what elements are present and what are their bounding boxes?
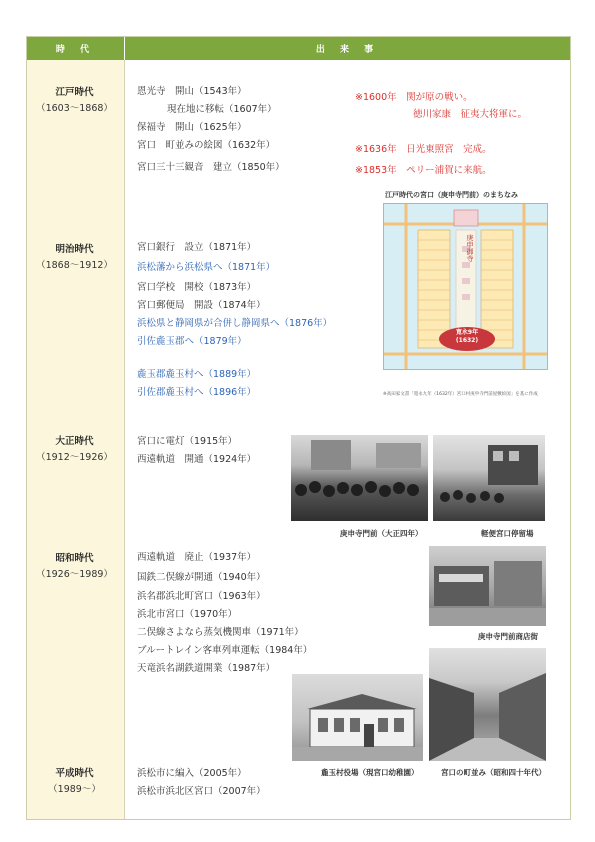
era-years: （1868～1912） xyxy=(36,260,113,271)
map-caption: 江戸時代の宮口（庚申寺門前）のまちなみ xyxy=(385,191,518,199)
event-item: 宮口三十三観音 建立（1850年） xyxy=(137,162,285,173)
era-name: 江戸時代 xyxy=(55,87,94,98)
town-map xyxy=(383,203,548,370)
era-name: 昭和時代 xyxy=(55,553,94,564)
era-name: 大正時代 xyxy=(55,436,94,447)
crowd-illustration xyxy=(291,435,428,521)
map-temple-label: 庚申御寺 xyxy=(466,234,474,262)
photo-caption: 庚申寺門前商店街 xyxy=(478,632,538,641)
event-item: 宮口郵便局 開設（1874年） xyxy=(137,300,266,311)
era-name: 平成時代 xyxy=(55,768,94,779)
event-item: 保福寺 開山（1625年） xyxy=(137,122,247,133)
event-item: 西遠軌道 開通（1924年） xyxy=(137,454,257,465)
world-event-note: ※1600年 関が原の戦い。 xyxy=(355,92,473,103)
era-years: （1603～1868） xyxy=(36,103,113,114)
keiben-station-photo xyxy=(433,435,545,521)
event-item: 浜名郡浜北町宮口（1963年） xyxy=(137,591,266,602)
event-item: 恩光寺 開山（1543年） xyxy=(137,86,247,97)
world-event-note: ※1636年 日光東照宮 完成。 xyxy=(355,144,492,155)
event-item: 二俣線さよなら蒸気機関車（1971年） xyxy=(137,627,304,638)
event-item: 国鉄二俣線が開通（1940年） xyxy=(137,572,266,583)
koshinji-gate-photo xyxy=(291,435,428,521)
photo-caption: 麁玉村役場（現宮口幼稚園） xyxy=(321,768,419,777)
era-edo xyxy=(26,85,123,117)
event-item: 西遠軌道 廃止（1937年） xyxy=(137,552,257,563)
event-item: 浜北市宮口（1970年） xyxy=(137,609,238,620)
world-event-note: 徳川家康 征夷大将軍に。 xyxy=(413,109,528,120)
world-event-note: ※1853年 ペリー浦賀に来航。 xyxy=(355,165,492,176)
shopping-street-photo xyxy=(429,546,546,626)
event-item: 引佐郡麁玉村へ（1896年） xyxy=(137,387,257,398)
event-item: 現在地に移転（1607年） xyxy=(167,104,277,115)
event-item: ブルートレイン客車列車運転（1984年） xyxy=(137,645,313,656)
era-showa xyxy=(26,551,123,583)
event-item: 天竜浜名湖鉄道開業（1987年） xyxy=(137,663,276,674)
photo-caption: 庚申寺門前（大正四年） xyxy=(340,529,423,538)
event-item: 麁玉郡麁玉村へ（1889年） xyxy=(137,369,257,380)
badge-era-year: 寛永9年 xyxy=(455,329,479,336)
street-illustration xyxy=(429,546,546,626)
event-item: 宮口 町並みの絵図（1632年） xyxy=(137,140,276,151)
map-source-note: ※高田家文書「寛永九年（1632年）宮口村庚申寺門前屋敷絵図」を基に作成 xyxy=(383,392,538,397)
event-item: 引佐麁玉郡へ（1879年） xyxy=(137,336,247,347)
event-item: 浜松藩から浜松県へ（1871年） xyxy=(137,262,276,273)
era-name: 明治時代 xyxy=(55,244,94,255)
village-office-photo xyxy=(292,674,423,761)
event-item: 宮口学校 開校（1873年） xyxy=(137,282,257,293)
event-item: 宮口銀行 設立（1871年） xyxy=(137,242,257,253)
event-item: 浜松県と静岡県が合併し静岡県へ（1876年） xyxy=(137,318,333,329)
map-date-badge xyxy=(445,329,489,345)
townscape-photo xyxy=(429,648,546,761)
event-item: 浜松市に編入（2005年） xyxy=(137,768,247,779)
era-years: （1989～） xyxy=(48,784,101,795)
event-item: 浜松市浜北区宮口（2007年） xyxy=(137,786,266,797)
era-column-header: 時 代 xyxy=(27,37,125,60)
era-heisei xyxy=(26,766,123,798)
era-years: （1926～1989） xyxy=(36,569,113,580)
era-years: （1912～1926） xyxy=(36,452,113,463)
badge-ad-year: (1632) xyxy=(455,337,479,344)
photo-caption: 軽便宮口停留場 xyxy=(481,529,534,538)
road-illustration xyxy=(429,648,546,761)
building-illustration xyxy=(292,674,423,761)
station-illustration xyxy=(433,435,545,521)
era-taisho xyxy=(26,434,123,466)
event-item: 宮口に電灯（1915年） xyxy=(137,436,238,447)
events-column-header: 出 来 事 xyxy=(125,37,570,60)
photo-caption: 宮口の町並み（昭和四十年代） xyxy=(441,768,546,777)
era-meiji xyxy=(26,242,123,274)
